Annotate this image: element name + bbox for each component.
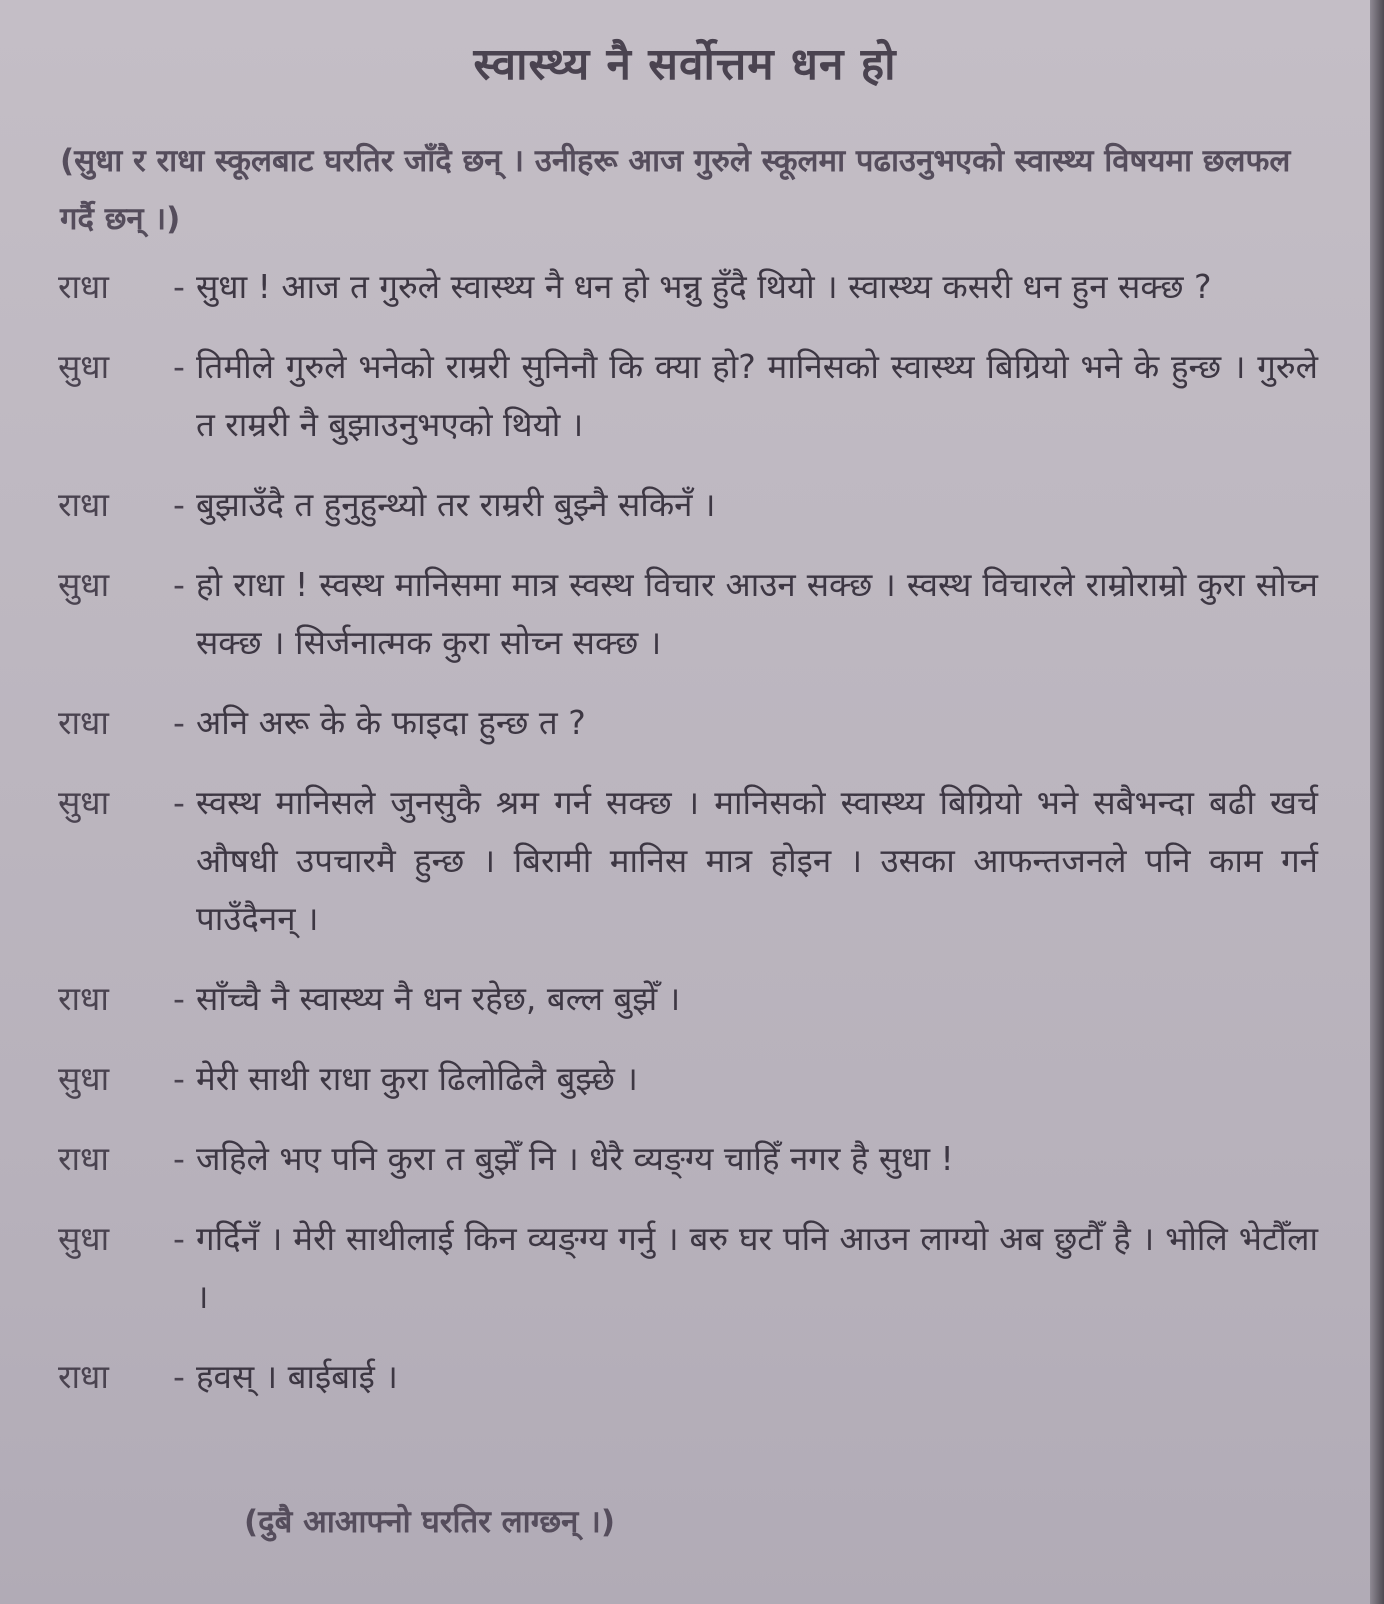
speech-text: बुझाउँदै त हुनुहुन्थ्यो तर राम्ररी बुझ्नै सकिनँ । — [196, 485, 716, 524]
speaker-name: सुधा — [58, 783, 110, 822]
dialogue-dash: - — [173, 485, 185, 524]
speaker-name: राधा — [58, 267, 109, 306]
speaker-name: राधा — [58, 703, 109, 742]
dialogue-line — [58, 338, 1318, 454]
speaker-name: राधा — [58, 1357, 109, 1396]
closing-stage-direction: (दुबै आआफ्नो घरतिर लाग्छन् ।) — [244, 1504, 616, 1540]
dialogue-line — [58, 1130, 1318, 1188]
speaker-name: सुधा — [58, 1059, 110, 1098]
speech-text: सुधा ! आज त गुरुले स्वास्थ्य नै धन हो भन्नु हुँदै थियो । स्वास्थ्य कसरी धन हुन सक्छ ? — [196, 267, 1212, 306]
speech-text: तिमीले गुरुले भनेको राम्ररी सुनिनौ कि क्या हो? मानिसको स्वास्थ्य बिग्रियो भने के हुन्छ । गुरुले त राम्ररी नै बुझाउनुभएको थियो । — [196, 347, 1318, 444]
dialogue-line — [58, 1348, 1318, 1406]
speaker-name: सुधा — [58, 565, 110, 604]
dialogue-dash: - — [173, 703, 185, 742]
intro-stage-direction: (सुधा र राधा स्कूलबाट घरतिर जाँदै छन् । उनीहरू आज गुरुले स्कूलमा पढाउनुभएको स्वास्थ्य विषयमा छलफल गर्दै छन् ।) — [60, 143, 1291, 237]
speaker-name: राधा — [58, 485, 109, 524]
dialogue-dash: - — [173, 1357, 185, 1396]
dialogue — [58, 258, 1318, 1428]
page-title: स्वास्थ्य नै सर्वोत्तम धन हो — [473, 39, 897, 90]
speech-text: गर्दिनँ । मेरी साथीलाई किन व्यङ्ग्य गर्नु । बरु घर पनि आउन लाग्यो अब छुटौँ है । भोलि भेटौँला । — [196, 1219, 1318, 1316]
dialogue-dash: - — [173, 267, 185, 306]
dialogue-dash: - — [173, 783, 185, 822]
dialogue-line — [58, 258, 1318, 316]
speech-text: जहिले भए पनि कुरा त बुझेँ नि । धेरै व्यङ्ग्य चाहिँ नगर है सुधा ! — [196, 1139, 954, 1178]
speaker-name: सुधा — [58, 347, 110, 386]
speech-text: हो राधा ! स्वस्थ मानिसमा मात्र स्वस्थ विचार आउन सक्छ । स्वस्थ विचारले राम्रोराम्रो कुरा सोच्न सक्छ । सिर्जनात्मक कुरा सोच्न सक्छ । — [196, 565, 1318, 662]
dialogue-dash: - — [173, 1139, 185, 1178]
speech-text: स्वस्थ मानिसले जुनसुकै श्रम गर्न सक्छ । मानिसको स्वास्थ्य बिग्रियो भने सबैभन्दा बढी खर्च औषधी उपचारमै हुन्छ । बिरामी मानिस मात्र होइन । उसका आफन्तजनले पनि काम गर्न पाउँदैनन् । — [196, 783, 1318, 938]
dialogue-dash: - — [173, 347, 185, 386]
dialogue-line — [58, 476, 1318, 534]
dialogue-dash: - — [173, 979, 185, 1018]
speech-text: अनि अरू के के फाइदा हुन्छ त ? — [196, 703, 586, 742]
dialogue-line — [58, 1050, 1318, 1108]
dialogue-line — [58, 694, 1318, 752]
dialogue-line — [58, 774, 1318, 948]
dialogue-line — [58, 556, 1318, 672]
speech-text: मेरी साथी राधा कुरा ढिलोढिलै बुझ्छे । — [196, 1059, 638, 1098]
speech-text: हवस् । बाईबाई । — [196, 1357, 398, 1396]
speaker-name: सुधा — [58, 1219, 110, 1258]
page-binding-edge — [1370, 0, 1384, 1604]
speech-text: साँच्चै नै स्वास्थ्य नै धन रहेछ, बल्ल बुझेँ । — [196, 979, 681, 1018]
dialogue-dash: - — [173, 1059, 185, 1098]
dialogue-dash: - — [173, 1219, 185, 1258]
speaker-name: राधा — [58, 979, 109, 1018]
dialogue-line — [58, 970, 1318, 1028]
dialogue-line — [58, 1210, 1318, 1326]
dialogue-dash: - — [173, 565, 185, 604]
speaker-name: राधा — [58, 1139, 109, 1178]
